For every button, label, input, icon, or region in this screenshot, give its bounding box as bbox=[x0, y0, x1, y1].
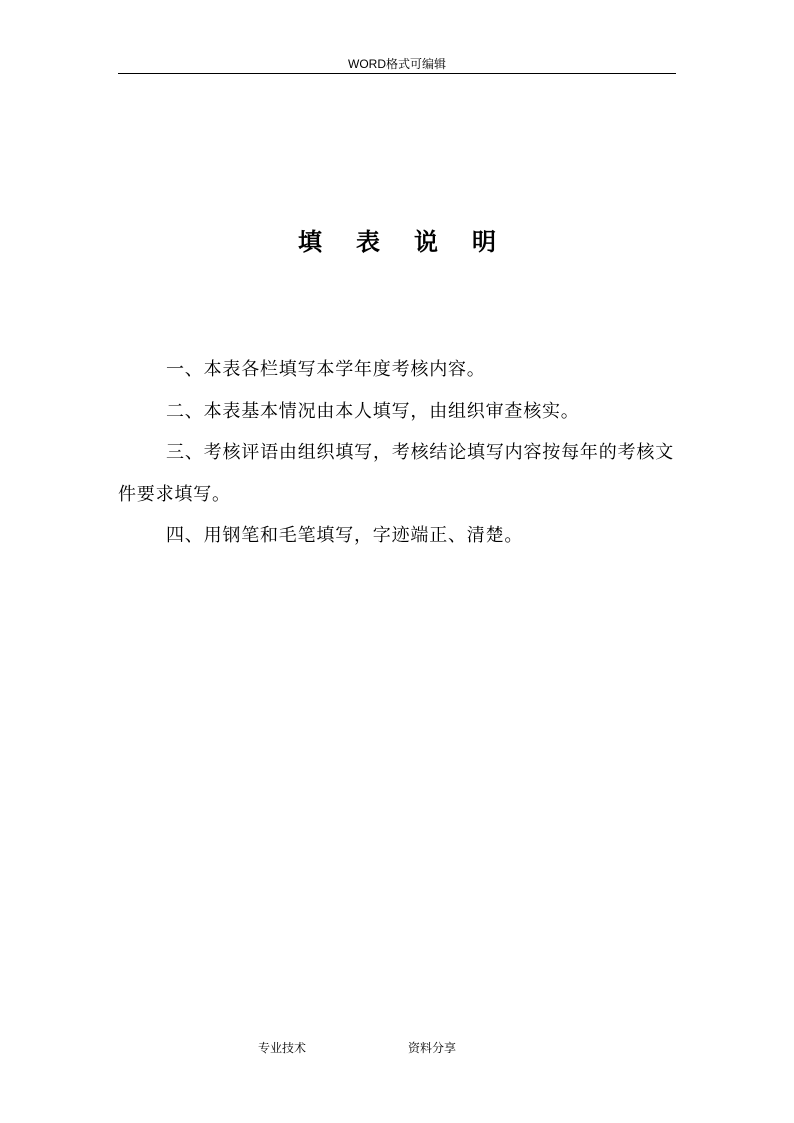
footer-right-text: 资料分享 bbox=[408, 1041, 457, 1055]
instruction-item-3: 三、考核评语由组织填写，考核结论填写内容按每年的考核文件要求填写。 bbox=[118, 442, 674, 505]
document-title: 填表说明 bbox=[298, 228, 530, 256]
instructions-body bbox=[118, 349, 674, 557]
footer-left-text: 专业技术 bbox=[258, 1041, 307, 1055]
instruction-item-1: 一、本表各栏填写本学年度考核内容。 bbox=[166, 359, 486, 380]
instruction-item-4: 四、用钢笔和毛笔填写，字迹端正、清楚。 bbox=[166, 525, 524, 546]
page-header: WORD格式可编辑 bbox=[348, 57, 446, 71]
instruction-item-2: 二、本表基本情况由本人填写，由组织审查核实。 bbox=[166, 400, 580, 422]
header-divider bbox=[118, 73, 676, 74]
